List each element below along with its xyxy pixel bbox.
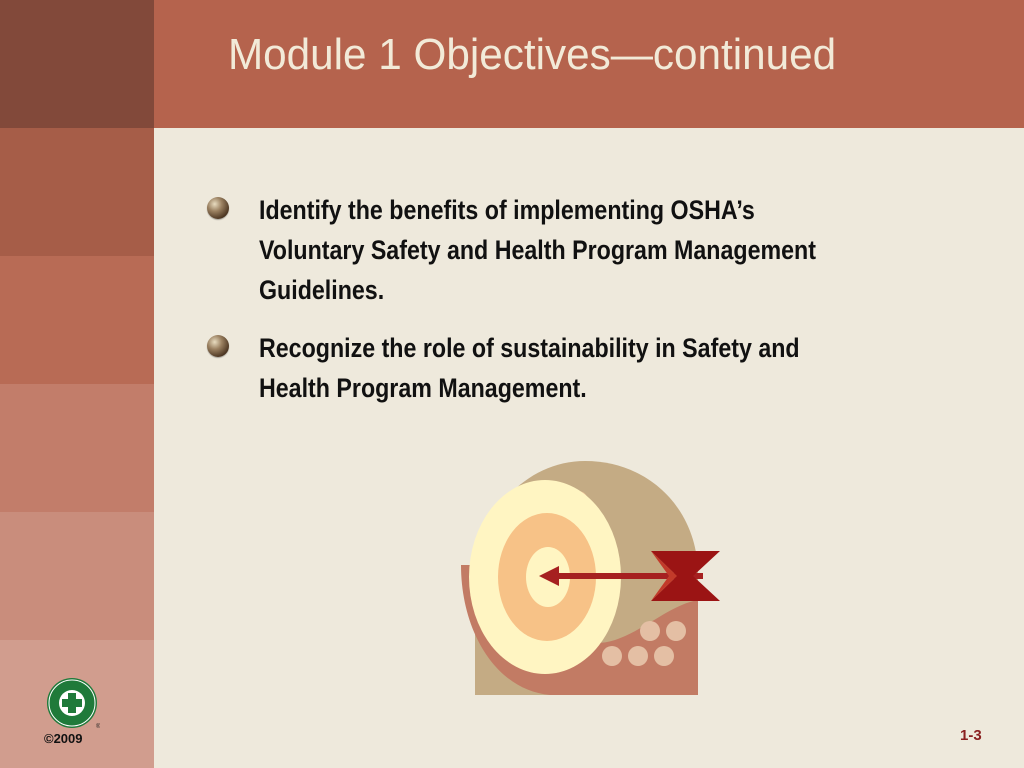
bullet-text: Recognize the role of sustainability in Safety and Health Program Management. (259, 333, 800, 403)
bullet-icon (207, 335, 229, 357)
bullet-icon (207, 197, 229, 219)
target-with-arrow-icon (455, 455, 725, 705)
copyright-text: ©2009 (44, 731, 83, 746)
page-number: 1-3 (960, 727, 982, 744)
sidebar-stripe (0, 0, 154, 768)
bullet-item (205, 190, 965, 310)
bullet-text: Identify the benefits of implementing OSHA’s Voluntary Safety and Health Program Management Guidelines. (259, 195, 816, 305)
national-safety-council-logo (44, 676, 100, 730)
bullet-list (205, 190, 965, 426)
slide-title: Module 1 Objectives—continued (228, 30, 837, 79)
sidebar-block (0, 0, 154, 128)
sidebar-block (0, 384, 154, 512)
sidebar-block (0, 128, 154, 256)
bullet-item (205, 328, 965, 408)
svg-text:®: ® (96, 724, 100, 730)
sidebar-block (0, 512, 154, 640)
sidebar-block (0, 256, 154, 384)
